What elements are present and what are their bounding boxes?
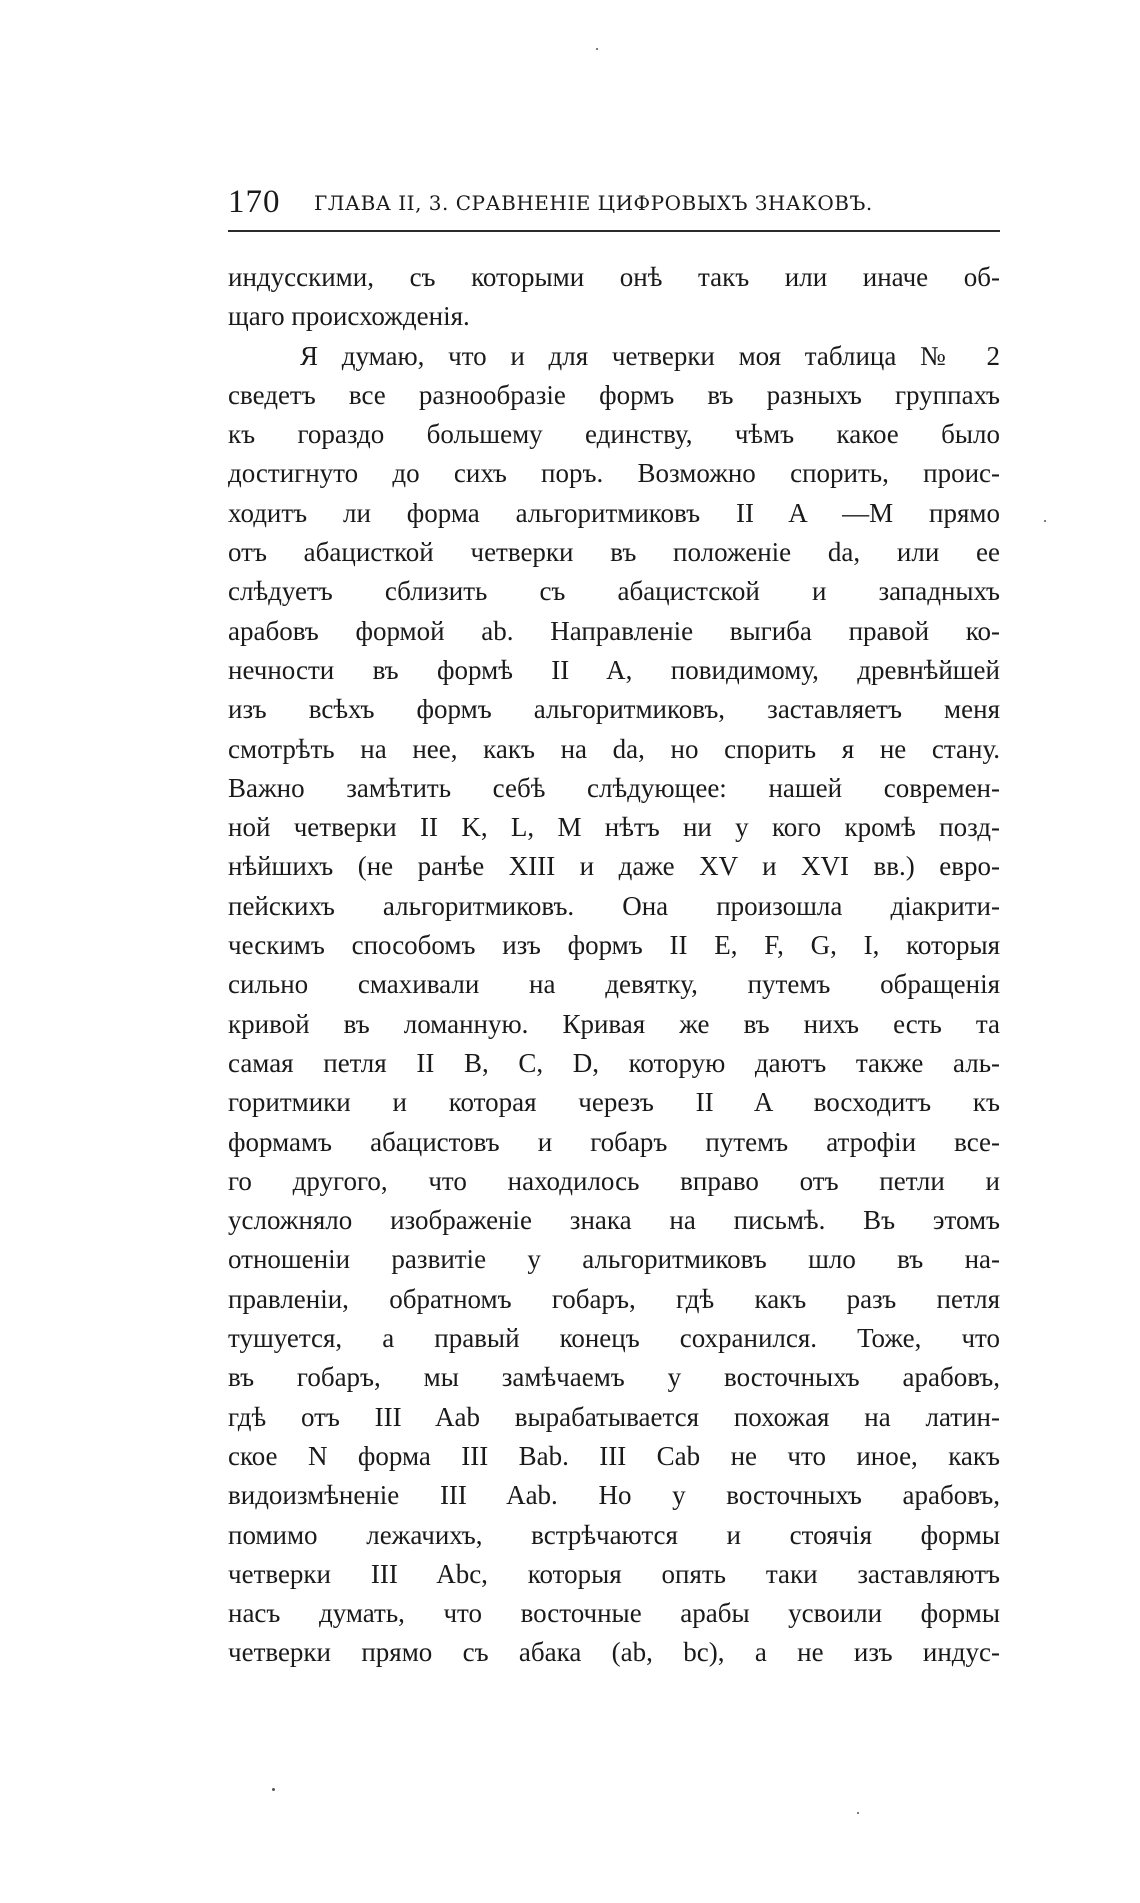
text-line: четверки III Abc, которыя опять таки заставляютъ xyxy=(228,1558,1000,1589)
text-line: кривой въ ломанную. Кривая же въ нихъ есть та xyxy=(228,1008,1000,1039)
text-line: видоизмѣненіе III Aab. Но у восточныхъ арабовъ, xyxy=(228,1480,1000,1511)
text-line: насъ думать, что восточные арабы усвоили формы xyxy=(228,1598,1000,1629)
text-line: сильно смахивали на девятку, путемъ обращенія xyxy=(228,969,1000,1000)
scan-speck xyxy=(272,1788,275,1791)
text-line: правленіи, обратномъ гобаръ, гдѣ какъ разъ петля xyxy=(228,1283,1000,1314)
scan-speck xyxy=(857,1812,859,1814)
text-line: отъ абацисткой четверки въ положеніе da, или ее xyxy=(228,537,1000,568)
text-line: го другого, что находилось вправо отъ петли и xyxy=(228,1165,1000,1196)
text-line: формамъ абацистовъ и гобаръ путемъ атрофіи все- xyxy=(228,1126,1000,1157)
text-line: щаго происхожденія. xyxy=(228,301,470,332)
text-line: усложняло изображеніе знака на письмѣ. Въ этомъ xyxy=(228,1205,1000,1236)
text-line: гдѣ отъ III Aab вырабатывается похожая на латин- xyxy=(228,1401,1000,1432)
text-line: сведетъ все разнообразіе формъ въ разныхъ группахъ xyxy=(228,379,1000,410)
text-line: достигнуто до сихъ поръ. Возможно спорить, проис- xyxy=(228,458,1000,489)
text-line: нечности въ формѣ II A, повидимому, древнѣйшей xyxy=(228,654,1000,685)
text-line: къ гораздо большему единству, чѣмъ какое было xyxy=(228,419,1000,450)
body-text xyxy=(228,258,1000,1673)
text-line: самая петля II B, C, D, которую даютъ также аль- xyxy=(228,1047,1000,1078)
text-line: Важно замѣтить себѣ слѣдующее: нашей современ- xyxy=(228,772,1000,803)
text-line: смотрѣть на нее, какъ на da, но спорить я не стану. xyxy=(228,733,1000,764)
scan-speck xyxy=(596,48,598,50)
text-line: помимо лежачихъ, встрѣчаются и стоячія формы xyxy=(228,1519,1000,1550)
text-line: ческимъ способомъ изъ формъ II E, F, G, I, которыя xyxy=(228,930,1000,961)
text-line: горитмики и которая черезъ II A восходитъ къ xyxy=(228,1087,1000,1118)
text-line: ходитъ ли форма альгоритмиковъ II A —M прямо xyxy=(228,497,1000,528)
text-line: отношеніи развитіе у альгоритмиковъ шло въ на- xyxy=(228,1244,1000,1275)
text-line: пейскихъ альгоритмиковъ. Она произошла діакрити- xyxy=(228,890,1000,921)
text-line: индусскими, съ которыми онѣ такъ или иначе об- xyxy=(228,262,1000,292)
text-line: изъ всѣхъ формъ альгоритмиковъ, заставляетъ меня xyxy=(228,694,1000,725)
scan-speck xyxy=(1044,520,1046,522)
header-rule xyxy=(228,230,1000,232)
text-line: ское N форма III Bab. III Cab не что иное, какъ xyxy=(228,1440,1000,1471)
text-line: арабовъ формой ab. Направленіе выгиба правой ко- xyxy=(228,615,1000,646)
text-line: четверки прямо съ абака (ab, bc), а не изъ индус- xyxy=(228,1637,1000,1668)
text-line: тушуется, а правый конецъ сохранился. Тоже, что xyxy=(228,1323,1000,1354)
page-header xyxy=(228,182,1000,222)
text-line: слѣдуетъ сблизить съ абацистской и западныхъ xyxy=(228,576,1000,607)
text-line: нѣйшихъ (не ранѣе XIII и даже XV и XVI вв.) евро- xyxy=(228,851,1000,882)
paragraph-first-line: Я думаю, что и для четверки моя таблица № 2 xyxy=(300,340,1000,371)
text-line: въ гобаръ, мы замѣчаемъ у восточныхъ арабовъ, xyxy=(228,1362,1000,1393)
text-line: ной четверки II K, L, M нѣтъ ни у кого кромѣ позд- xyxy=(228,812,1000,843)
page-number: 170 xyxy=(228,184,281,220)
running-title: ГЛАВА II, 3. СРАВНЕНІЕ ЦИФРОВЫХЪ ЗНАКОВЪ. xyxy=(314,191,873,215)
